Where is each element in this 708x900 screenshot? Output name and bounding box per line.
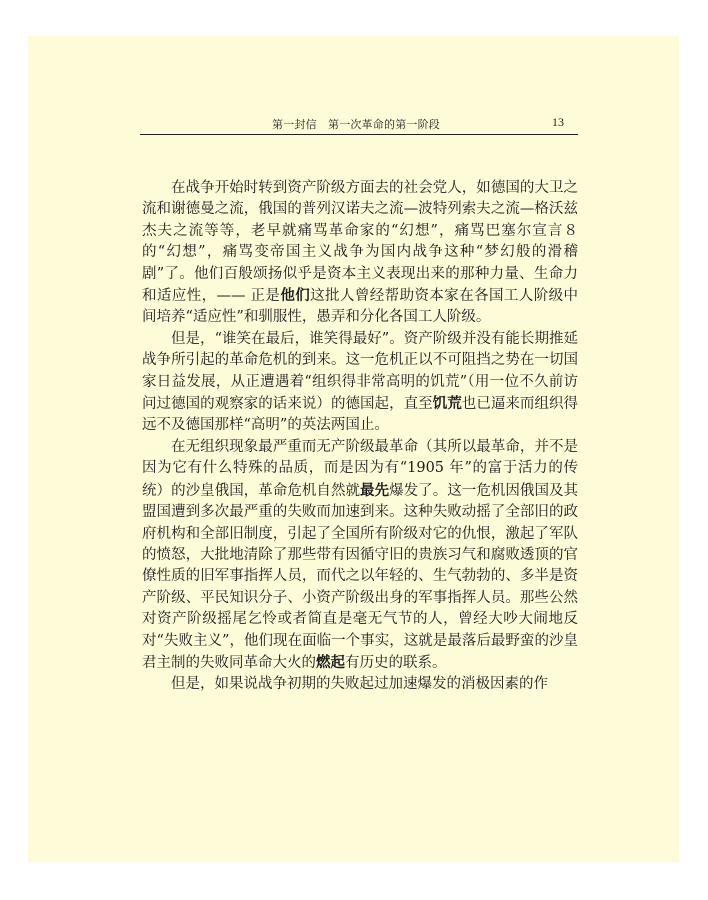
paragraph: 在战争开始时转到资产阶级方面去的社会党人，如德国的大卫之流和谢德曼之流，俄国的普列汉诺夫之流—波特列索夫之流—格沃兹杰夫之流等等，老早就痛骂革命家的“幻想”，痛骂巴塞尔宣言８的“幻想”，痛骂变帝国主义战争为国内战争这种“梦幻般的滑稽剧”了。他们百般颂扬似乎是资本主义表现出来的那种力量、生命力和适应性，—— 正是他们这批人曾经帮助资本家在各国工人阶级中间培养“适应性”和驯服性，愚弄和分化各国工人阶级。 xyxy=(142,180,579,326)
page-body-text xyxy=(142,178,578,696)
emphasis-text: 燃起 xyxy=(316,653,345,671)
paragraph: 但是，如果说战争初期的失败起过加速爆发的消极因素的作 xyxy=(171,676,548,693)
running-title: 第一封信 第一次革命的第一阶段 xyxy=(272,118,440,131)
emphasis-text: 最先 xyxy=(360,481,390,499)
running-header xyxy=(140,112,578,135)
emphasis-text: 他们 xyxy=(280,287,311,305)
paragraph: 但是，“谁笑在最后，谁笑得最好”。资产阶级并没有能长期推延战争所引起的革命危机的到来。这一危机正以不可阻挡之势在一切国家日益发展，从正遭遇着“组织得非常高明的饥荒”（用一位不久前访问过德国的观察家的话来说）的德国起，直至饥荒也已逼来而组织得远不及德国那样“高明”的英法两国止。 xyxy=(142,330,579,434)
paragraph: 在无组织现象最严重而无产阶级最革命（其所以最革命，并不是因为它有什么特殊的品质，而是因为有“1905 年”的富于活力的传统）的沙皇俄国，革命危机自然就最先爆发了。这一危机因俄国及其盟国遭到多次最严重的失败而加速到来。这种失败动摇了全部旧的政府机构和全部旧制度，引起了全国所有阶级对它的仇恨，激起了军队的愤怒，大批地清除了那些带有因循守旧的贵族习气和腐败透顶的官僚性质的旧军事指挥人员，而代之以年轻的、生气勃勃的、多半是资产阶级、平民知识分子、小资产阶级出身的军事指挥人员。那些公然对资产阶级摇尾乞怜或者简直是毫无气节的人，曾经大吵大闹地反对“失败主义”，他们现在面临一个事实，这就是最落后最野蛮的沙皇君主制的失败同革命大火的燃起有历史的联系。 xyxy=(142,438,579,671)
emphasis-text: 饥荒 xyxy=(432,395,462,413)
page-number: 13 xyxy=(552,115,564,129)
